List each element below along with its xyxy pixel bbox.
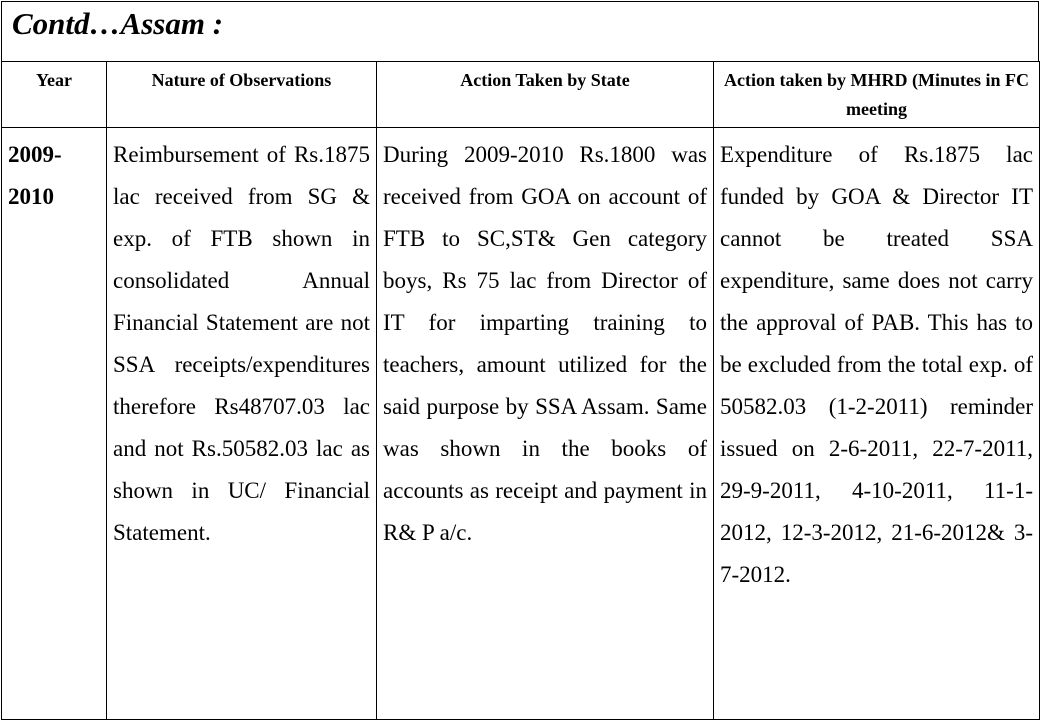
cell-nature: Reimbursement of Rs.1875 lac received from SG & exp. of FTB shown in consolidated Annual Financial Statement are not SSA receipts/expenditures therefore Rs48707.03 lac and not Rs.50582.03 lac as shown in UC/ Financial Statement.: [107, 128, 377, 720]
table-header-row: [2, 62, 1040, 128]
title-box: [1, 1, 1039, 61]
header-mhrd-label: Action taken by MHRD (Minutes in FC meeting: [724, 70, 1029, 119]
header-state: [377, 62, 714, 128]
header-nature: [107, 62, 377, 128]
observations-table: [1, 61, 1040, 720]
cell-mhrd: Expenditure of Rs.1875 lac funded by GOA & Director IT cannot be treated SSA expenditure, same does not carry the approval of PAB. This has to be excluded from the total exp. of 50582.03 (1-2-2011) reminder issued on 2-6-2011, 22-7-2011, 29-9-2011, 4-10-2011, 11-1-2012, 12-3-2012, 21-6-2012& 3-7-2012.: [714, 128, 1040, 720]
header-year: [2, 62, 107, 128]
header-state-label: Action Taken by State: [460, 70, 630, 90]
cell-year: 2009-2010: [2, 128, 107, 720]
header-year-label: Year: [36, 70, 72, 90]
cell-state: During 2009-2010 Rs.1800 was received from GOA on account of FTB to SC,ST& Gen category boys, Rs 75 lac from Director of IT for imparting training to teachers, amount utilized for the said purpose by SSA Assam. Same was shown in the books of accounts as receipt and payment in R& P a/c.: [377, 128, 714, 720]
table-row: [2, 128, 1040, 720]
slide-title: Contd…Assam :: [12, 6, 224, 41]
header-nature-label: Nature of Observations: [151, 70, 332, 90]
header-mhrd: [714, 62, 1040, 128]
